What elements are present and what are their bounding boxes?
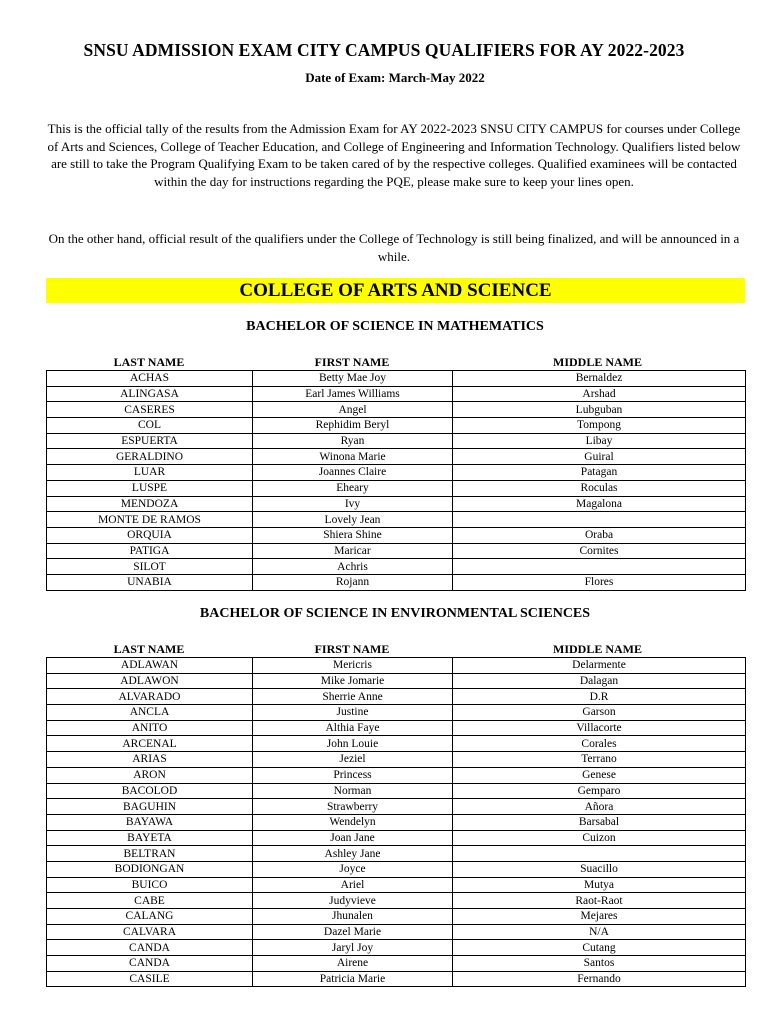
cell-middle-name: N/A (453, 924, 746, 940)
cell-middle-name: Tompong (453, 418, 746, 434)
table-row (47, 449, 746, 465)
table-row (47, 814, 746, 830)
cell-first-name: Ashley Jane (253, 846, 453, 862)
cell-last-name: ESPUERTA (47, 433, 253, 449)
cell-last-name: ALINGASA (47, 386, 253, 402)
cell-first-name: Eheary (253, 480, 453, 496)
program-title: BACHELOR OF SCIENCE IN ENVIRONMENTAL SCIENCES (199, 606, 591, 621)
cell-first-name: Mike Jomarie (253, 673, 453, 689)
cell-middle-name: Magalona (453, 496, 746, 512)
cell-first-name: Althia Faye (253, 720, 453, 736)
cell-last-name: ANCLA (47, 705, 253, 721)
cell-first-name: Ivy (253, 496, 453, 512)
table-row (47, 909, 746, 925)
cell-first-name: Strawberry (253, 799, 453, 815)
cell-last-name: CASERES (47, 402, 253, 418)
cell-first-name: Mericris (253, 658, 453, 674)
cell-last-name: ANITO (47, 720, 253, 736)
cell-middle-name (453, 512, 746, 528)
table-row (47, 418, 746, 434)
table-row (47, 543, 746, 559)
cell-first-name: Wendelyn (253, 814, 453, 830)
cell-middle-name: Cornites (453, 543, 746, 559)
cell-middle-name: Añora (453, 799, 746, 815)
cell-middle-name: Libay (453, 433, 746, 449)
qualifiers-table-mathematics (46, 370, 746, 591)
cell-first-name: Judyvieve (253, 893, 453, 909)
table-row (47, 799, 746, 815)
cell-last-name: CASILE (47, 971, 253, 987)
table-row (47, 527, 746, 543)
cell-middle-name: Guiral (453, 449, 746, 465)
cell-first-name: Earl James Williams (253, 386, 453, 402)
cell-middle-name: Genese (453, 767, 746, 783)
cell-first-name: Shiera Shine (253, 527, 453, 543)
cell-first-name: Angel (253, 402, 453, 418)
cell-last-name: CANDA (47, 940, 253, 956)
table-row (47, 736, 746, 752)
cell-middle-name: Delarmente (453, 658, 746, 674)
table-row (47, 658, 746, 674)
cell-middle-name: Barsabal (453, 814, 746, 830)
cell-middle-name: Corales (453, 736, 746, 752)
cell-first-name: Joan Jane (253, 830, 453, 846)
table-row (47, 940, 746, 956)
cell-first-name: Patricia Marie (253, 971, 453, 987)
cell-last-name: GERALDINO (47, 449, 253, 465)
cell-last-name: LUAR (47, 465, 253, 481)
cell-first-name: Joyce (253, 861, 453, 877)
cell-last-name: CABE (47, 893, 253, 909)
cell-last-name: BAYETA (47, 830, 253, 846)
cell-middle-name: Suacillo (453, 861, 746, 877)
table-row (47, 371, 746, 387)
cell-middle-name: Bernaldez (453, 371, 746, 387)
table-row (47, 783, 746, 799)
cell-first-name: Airene (253, 956, 453, 972)
cell-middle-name: Gemparo (453, 783, 746, 799)
table-row (47, 752, 746, 768)
cell-last-name: ARIAS (47, 752, 253, 768)
qualifiers-table-environmental-sciences (46, 657, 746, 987)
cell-middle-name: Roculas (453, 480, 746, 496)
exam-date: Date of Exam: March-May 2022 (305, 70, 485, 85)
cell-first-name: Rojann (253, 574, 453, 590)
table-row (47, 893, 746, 909)
cell-first-name: Jaryl Joy (253, 940, 453, 956)
cell-first-name: Betty Mae Joy (253, 371, 453, 387)
cell-middle-name: Flores (453, 574, 746, 590)
table-row (47, 480, 746, 496)
note-paragraph: On the other hand, official result of the qualifiers under the College of Technology is still being finalized, and will be announced in a while. (48, 231, 740, 264)
cell-last-name: MONTE DE RAMOS (47, 512, 253, 528)
cell-middle-name: Dalagan (453, 673, 746, 689)
cell-middle-name: Mutya (453, 877, 746, 893)
cell-last-name: UNABIA (47, 574, 253, 590)
cell-first-name: Jhunalen (253, 909, 453, 925)
cell-middle-name: Villacorte (453, 720, 746, 736)
table-row (47, 924, 746, 940)
table-row (47, 877, 746, 893)
cell-last-name: BELTRAN (47, 846, 253, 862)
cell-first-name: Winona Marie (253, 449, 453, 465)
cell-middle-name: Patagan (453, 465, 746, 481)
cell-middle-name: Cutang (453, 940, 746, 956)
cell-middle-name: Garson (453, 705, 746, 721)
cell-last-name: CANDA (47, 956, 253, 972)
intro-paragraph: This is the official tally of the results from the Admission Exam for AY 2022-2023 SNSU CITY CAMPUS for courses under College of Arts and Sciences, College of Teacher Education, and College of Engineering and Information Technology. Qualifiers listed below are still to take the Program Qualifying Exam to be taken cared of by the respective colleges. Qualified examinees will be contacted within the day for instructions regarding the PQE, please make sure to keep your lines open. (47, 121, 741, 190)
cell-last-name: BACOLOD (47, 783, 253, 799)
table-row (47, 705, 746, 721)
column-header-middle-name: MIDDLE NAME (553, 642, 642, 656)
cell-middle-name: Fernando (453, 971, 746, 987)
column-header-middle-name: MIDDLE NAME (553, 355, 642, 369)
table-row (47, 956, 746, 972)
cell-middle-name: D.R (453, 689, 746, 705)
column-header-first-name: FIRST NAME (314, 642, 390, 656)
table-header (46, 354, 745, 370)
college-banner: COLLEGE OF ARTS AND SCIENCE (46, 278, 745, 303)
table-row (47, 574, 746, 590)
cell-last-name: PATIGA (47, 543, 253, 559)
table-row (47, 559, 746, 575)
column-header-last-name: LAST NAME (113, 355, 185, 369)
cell-last-name: SILOT (47, 559, 253, 575)
table-header (46, 641, 745, 657)
cell-middle-name: Cuizon (453, 830, 746, 846)
table-row (47, 830, 746, 846)
cell-first-name: Joannes Claire (253, 465, 453, 481)
cell-last-name: ARCENAL (47, 736, 253, 752)
column-header-last-name: LAST NAME (113, 642, 185, 656)
cell-last-name: ADLAWAN (47, 658, 253, 674)
cell-middle-name: Raot-Raot (453, 893, 746, 909)
cell-middle-name: Terrano (453, 752, 746, 768)
table-row (47, 496, 746, 512)
cell-first-name: Lovely Jean (253, 512, 453, 528)
table-row (47, 846, 746, 862)
cell-last-name: ADLAWON (47, 673, 253, 689)
column-header-first-name: FIRST NAME (314, 355, 390, 369)
cell-middle-name (453, 559, 746, 575)
table-row (47, 465, 746, 481)
cell-first-name: Jeziel (253, 752, 453, 768)
table-row (47, 386, 746, 402)
cell-first-name: John Louie (253, 736, 453, 752)
cell-first-name: Rephidim Beryl (253, 418, 453, 434)
cell-middle-name: Lubguban (453, 402, 746, 418)
cell-last-name: ALVARADO (47, 689, 253, 705)
cell-middle-name (453, 846, 746, 862)
table-row (47, 767, 746, 783)
cell-first-name: Ariel (253, 877, 453, 893)
cell-last-name: CALANG (47, 909, 253, 925)
table-row (47, 720, 746, 736)
table-row (47, 512, 746, 528)
cell-first-name: Norman (253, 783, 453, 799)
cell-last-name: CALVARA (47, 924, 253, 940)
cell-last-name: BUICO (47, 877, 253, 893)
cell-last-name: LUSPE (47, 480, 253, 496)
cell-first-name: Princess (253, 767, 453, 783)
cell-first-name: Achris (253, 559, 453, 575)
cell-last-name: BODIONGAN (47, 861, 253, 877)
document-title: SNSU ADMISSION EXAM CITY CAMPUS QUALIFIERS FOR AY 2022-2023 (83, 40, 685, 60)
cell-last-name: ARON (47, 767, 253, 783)
table-row (47, 673, 746, 689)
table-row (47, 689, 746, 705)
cell-first-name: Sherrie Anne (253, 689, 453, 705)
cell-middle-name: Oraba (453, 527, 746, 543)
cell-first-name: Maricar (253, 543, 453, 559)
cell-first-name: Dazel Marie (253, 924, 453, 940)
cell-last-name: BAYAWA (47, 814, 253, 830)
cell-last-name: COL (47, 418, 253, 434)
cell-last-name: ACHAS (47, 371, 253, 387)
cell-last-name: ORQUIA (47, 527, 253, 543)
table-row (47, 433, 746, 449)
cell-first-name: Justine (253, 705, 453, 721)
table-row (47, 402, 746, 418)
cell-middle-name: Santos (453, 956, 746, 972)
cell-first-name: Ryan (253, 433, 453, 449)
program-title: BACHELOR OF SCIENCE IN MATHEMATICS (246, 319, 544, 334)
cell-middle-name: Arshad (453, 386, 746, 402)
cell-last-name: MENDOZA (47, 496, 253, 512)
cell-last-name: BAGUHIN (47, 799, 253, 815)
cell-middle-name: Mejares (453, 909, 746, 925)
table-row (47, 971, 746, 987)
table-row (47, 861, 746, 877)
